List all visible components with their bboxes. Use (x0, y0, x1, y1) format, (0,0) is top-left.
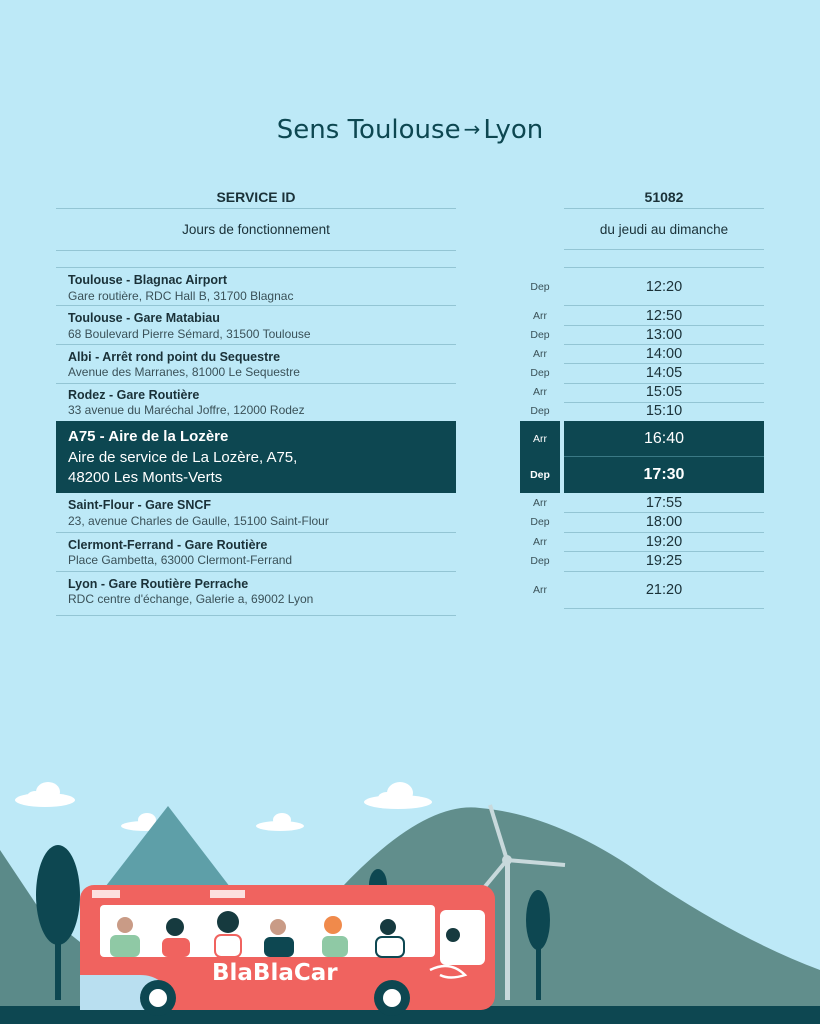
stop-address-line: 48200 Les Monts-Verts (68, 469, 223, 486)
divider (56, 267, 456, 268)
arrival-time: 21:20 (645, 582, 683, 598)
cloud-icon (15, 782, 75, 807)
stop-address: 23, avenue Charles de Gaulle, 15100 Saint-Flour (68, 514, 329, 528)
stop-name: Albi - Arrêt rond point du Sequestre (68, 350, 281, 364)
stop-address: 68 Boulevard Pierre Sémard, 31500 Toulouse (68, 327, 311, 341)
stop-address: 33 avenue du Maréchal Joffre, 12000 Rodez (68, 403, 305, 417)
divider (56, 208, 456, 209)
arrival-time: 19:20 (645, 534, 683, 550)
stop-name: Rodez - Gare Routière (68, 388, 200, 402)
stop-name: Clermont-Ferrand - Gare Routière (68, 538, 268, 552)
departure-label: Dep (530, 281, 550, 293)
divider (564, 344, 764, 345)
cloud-icon (364, 782, 432, 809)
divider (56, 615, 456, 616)
operating-days-value: du jeudi au dimanche (599, 222, 729, 237)
arrival-time: 16:40 (643, 430, 685, 447)
divider (564, 249, 764, 250)
departure-time: 17:30 (643, 466, 685, 483)
divider (56, 571, 456, 572)
arrival-label: Arr (533, 497, 547, 509)
stop-name: Toulouse - Blagnac Airport (68, 273, 228, 287)
divider (56, 532, 456, 533)
departure-label: Dep (530, 555, 550, 567)
divider (564, 267, 764, 268)
arrow-right-icon: → (463, 117, 481, 141)
stop-name: Toulouse - Gare Matabiau (68, 311, 220, 325)
divider (56, 383, 456, 384)
title-destination: Lyon (483, 115, 544, 145)
arrival-label: Arr (533, 348, 547, 360)
stop-address: Place Gambetta, 63000 Clermont-Ferrand (68, 553, 293, 567)
title-origin: Sens Toulouse (276, 115, 461, 145)
departure-time: 14:05 (645, 365, 683, 381)
arrival-time: 12:50 (645, 308, 683, 324)
stop-address: Gare routière, RDC Hall B, 31700 Blagnac (68, 289, 294, 303)
arrival-label: Arr (533, 310, 547, 322)
divider (564, 456, 764, 457)
divider (564, 551, 764, 552)
service-id-label: SERVICE ID (216, 189, 296, 205)
divider (564, 532, 764, 533)
departure-label: Dep (530, 329, 550, 341)
divider (564, 208, 764, 209)
page-title (0, 115, 820, 145)
arrival-label: Arr (533, 536, 547, 548)
arrival-label: Arr (533, 433, 547, 445)
divider (564, 512, 764, 513)
arrival-time: 14:00 (645, 346, 683, 362)
divider (564, 363, 764, 364)
stop-address: RDC centre d'échange, Galerie a, 69002 Lyon (68, 592, 314, 606)
stop-name: A75 - Aire de la Lozère (68, 428, 229, 445)
highlighted-label-cell (520, 421, 560, 493)
service-id-value: 51082 (644, 189, 684, 205)
divider (56, 305, 456, 306)
arrival-label: Arr (533, 386, 547, 398)
landscape-illustration (0, 770, 820, 1024)
divider (564, 325, 764, 326)
divider (56, 344, 456, 345)
departure-label: Dep (530, 367, 550, 379)
departure-label: Dep (530, 405, 550, 417)
cloud-icon (256, 813, 304, 831)
arrival-label: Arr (533, 584, 547, 596)
divider (564, 608, 764, 609)
stop-address: Avenue des Marranes, 81000 Le Sequestre (68, 365, 300, 379)
divider (564, 305, 764, 306)
departure-time: 12:20 (645, 279, 683, 295)
arrival-time: 15:05 (645, 384, 683, 400)
bus-illustration (80, 885, 495, 1016)
bus-brand-logo: BlaBlaCar (212, 960, 338, 986)
stop-name: Saint-Flour - Gare SNCF (68, 498, 212, 512)
departure-time: 19:25 (645, 553, 683, 569)
departure-label: Dep (530, 516, 550, 528)
departure-time: 15:10 (645, 403, 683, 419)
divider (564, 571, 764, 572)
arrival-time: 17:55 (645, 495, 683, 511)
stop-name: Lyon - Gare Routière Perrache (68, 577, 249, 591)
departure-time: 18:00 (645, 514, 683, 530)
operating-days-label: Jours de fonctionnement (182, 222, 330, 237)
departure-label: Dep (530, 469, 550, 481)
divider (56, 250, 456, 251)
stop-address-line: Aire de service de La Lozère, A75, (68, 449, 298, 466)
departure-time: 13:00 (645, 327, 683, 343)
stop-address (68, 448, 368, 488)
